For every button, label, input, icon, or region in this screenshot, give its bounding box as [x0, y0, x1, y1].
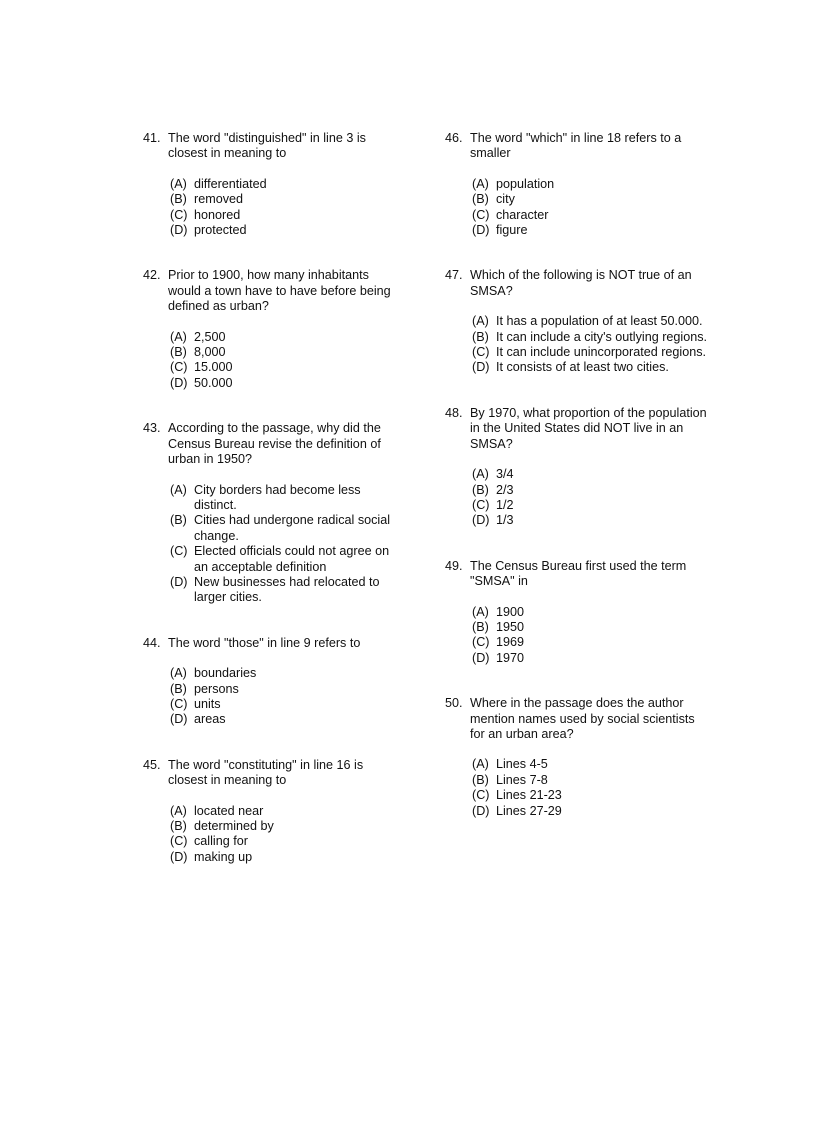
option-letter: (D)	[472, 360, 490, 375]
option-text: 2,500	[194, 329, 226, 344]
answer-option	[472, 757, 707, 772]
option-letter: (D)	[170, 375, 188, 390]
answer-option	[472, 483, 707, 498]
option-letter: (B)	[170, 345, 187, 360]
answer-option	[170, 330, 405, 345]
option-letter: (A)	[472, 757, 489, 772]
answer-option	[472, 620, 707, 635]
answer-option	[170, 345, 405, 360]
answer-option	[472, 513, 707, 528]
answer-option	[170, 666, 405, 681]
answer-option	[170, 177, 405, 192]
answer-option	[472, 360, 707, 375]
option-text: 8,000	[194, 345, 226, 360]
option-text: City borders had become less distinct.	[194, 482, 361, 512]
option-letter: (A)	[170, 803, 187, 818]
question-42	[143, 268, 405, 391]
answer-option	[170, 544, 405, 575]
answer-option	[170, 513, 405, 544]
option-text: persons	[194, 681, 239, 696]
answer-option	[472, 635, 707, 650]
question-44	[143, 636, 405, 728]
option-text: 3/4	[496, 467, 514, 482]
answer-options	[470, 314, 707, 376]
option-text: population	[496, 176, 555, 191]
option-letter: (B)	[472, 619, 489, 634]
question-45	[143, 758, 405, 865]
option-text: differentiated	[194, 176, 267, 191]
answer-option	[472, 651, 707, 666]
answer-option	[170, 697, 405, 712]
answer-option	[472, 467, 707, 482]
option-text: Cities had undergone radical social change.	[194, 513, 391, 543]
option-text: 1950	[496, 619, 525, 634]
question-50	[445, 696, 707, 819]
option-text: It can include a city's outlying regions.	[496, 329, 708, 344]
question-number: 42.	[143, 268, 161, 283]
answer-options	[168, 330, 405, 392]
option-letter: (D)	[170, 574, 188, 589]
option-letter: (B)	[170, 819, 187, 833]
answer-option	[170, 804, 405, 819]
question-stem: By 1970, what proportion of the population in the United States did NOT live in an SMSA?	[470, 405, 707, 451]
answer-option	[170, 223, 405, 238]
question-46	[445, 131, 707, 238]
option-text: 1969	[496, 635, 525, 650]
answer-option	[472, 788, 707, 803]
option-letter: (A)	[170, 176, 187, 191]
answer-option	[472, 330, 707, 345]
option-text: 15.000	[194, 360, 233, 375]
option-text: 1/3	[496, 513, 514, 528]
question-stem: Prior to 1900, how many inhabitants would a town have to have before being defined as urban?	[168, 268, 391, 314]
question-stem: The word "distinguished" in line 3 is closest in meaning to	[168, 131, 366, 161]
option-letter: (C)	[170, 360, 188, 375]
question-number: 47.	[445, 268, 463, 283]
option-text: 50.000	[194, 375, 233, 390]
question-stem: According to the passage, why did the Census Bureau revise the definition of urban in 1950?	[168, 421, 381, 467]
question-stem: The Census Bureau first used the term "SMSA" in	[470, 558, 687, 589]
answer-option	[472, 498, 707, 513]
option-letter: (C)	[170, 544, 188, 559]
option-letter: (B)	[472, 192, 489, 207]
option-letter: (A)	[170, 666, 187, 681]
question-47	[445, 268, 707, 375]
option-letter: (A)	[170, 329, 187, 344]
question-number: 49.	[445, 558, 463, 573]
option-text: figure	[496, 223, 528, 238]
option-letter: (D)	[472, 650, 490, 665]
question-stem: Where in the passage does the author mention names used by social scientists for an urban area?	[470, 696, 695, 741]
answer-options	[470, 605, 707, 667]
answer-option	[472, 773, 707, 788]
answer-option	[472, 605, 707, 620]
option-letter: (C)	[472, 635, 490, 650]
option-text: protected	[194, 223, 247, 238]
answer-option	[170, 850, 405, 865]
option-letter: (B)	[170, 513, 187, 528]
option-text: determined by	[194, 819, 274, 833]
option-letter: (B)	[170, 681, 187, 696]
option-text: honored	[194, 207, 241, 222]
answer-option	[170, 819, 405, 834]
question-number: 46.	[445, 131, 463, 145]
answer-option	[170, 834, 405, 849]
option-letter: (B)	[472, 329, 489, 344]
left-column	[143, 131, 405, 865]
option-text: city	[496, 192, 515, 207]
answer-options	[168, 804, 405, 866]
option-letter: (D)	[170, 223, 188, 238]
option-letter: (D)	[170, 849, 188, 864]
option-text: areas	[194, 712, 226, 727]
option-text: Lines 27-29	[496, 803, 562, 818]
option-text: Lines 4-5	[496, 757, 548, 772]
question-number: 50.	[445, 696, 463, 711]
answer-option	[472, 208, 707, 223]
right-column	[445, 131, 707, 819]
answer-options	[470, 467, 707, 529]
answer-options	[168, 483, 405, 606]
option-text: 1970	[496, 650, 525, 665]
question-number: 45.	[143, 757, 161, 772]
option-letter: (C)	[472, 345, 490, 360]
option-letter: (A)	[472, 176, 489, 191]
question-number: 41.	[143, 131, 161, 145]
option-text: making up	[194, 849, 253, 864]
answer-options	[168, 177, 405, 239]
question-stem: Which of the following is NOT true of an SMSA?	[470, 268, 692, 298]
answer-option	[170, 376, 405, 391]
answer-option	[170, 682, 405, 697]
answer-option	[170, 712, 405, 727]
question-48	[445, 406, 707, 529]
answer-option	[472, 804, 707, 819]
option-text: It has a population of at least 50.000.	[496, 314, 703, 329]
option-text: New businesses had relocated to larger cities.	[194, 574, 380, 605]
answer-option	[472, 345, 707, 360]
option-text: It can include unincorporated regions.	[496, 345, 707, 360]
option-letter: (B)	[472, 482, 489, 497]
answer-option	[170, 208, 405, 223]
option-letter: (A)	[472, 314, 489, 329]
question-stem: The word "constituting" in line 16 is closest in meaning to	[168, 757, 364, 788]
option-text: Lines 7-8	[496, 772, 548, 787]
answer-option	[472, 314, 707, 329]
answer-options	[470, 177, 707, 239]
option-text: located near	[194, 803, 264, 818]
answer-option	[472, 192, 707, 207]
question-stem: The word "which" in line 18 refers to a smaller	[470, 131, 682, 161]
option-text: removed	[194, 192, 243, 207]
answer-option	[170, 575, 405, 606]
option-text: units	[194, 696, 221, 711]
option-letter: (B)	[472, 772, 489, 787]
question-43	[143, 421, 405, 605]
option-text: calling for	[194, 834, 248, 849]
answer-option	[170, 483, 405, 514]
option-letter: (C)	[170, 207, 188, 222]
option-letter: (D)	[472, 513, 490, 528]
option-text: Lines 21-23	[496, 788, 562, 803]
answer-option	[170, 360, 405, 375]
question-41	[143, 131, 405, 238]
option-letter: (A)	[472, 467, 489, 482]
option-text: 2/3	[496, 482, 514, 497]
option-text: Elected officials could not agree on an acceptable definition	[194, 544, 390, 574]
answer-options	[470, 757, 707, 819]
option-letter: (C)	[170, 696, 188, 711]
question-49	[445, 559, 707, 666]
option-letter: (C)	[472, 207, 490, 222]
question-number: 43.	[143, 421, 161, 436]
option-letter: (C)	[170, 834, 188, 849]
answer-option	[472, 177, 707, 192]
option-text: character	[496, 207, 549, 222]
option-letter: (D)	[170, 712, 188, 727]
option-letter: (A)	[170, 482, 187, 497]
option-letter: (B)	[170, 192, 187, 207]
question-number: 44.	[143, 635, 161, 650]
option-text: It consists of at least two cities.	[496, 360, 669, 375]
option-letter: (A)	[472, 604, 489, 619]
option-letter: (C)	[472, 497, 490, 512]
option-letter: (D)	[472, 223, 490, 238]
question-number: 48.	[445, 405, 463, 420]
option-text: boundaries	[194, 666, 257, 681]
answer-option	[472, 223, 707, 238]
answer-options	[168, 666, 405, 728]
option-text: 1/2	[496, 497, 514, 512]
option-text: 1900	[496, 604, 525, 619]
option-letter: (D)	[472, 803, 490, 818]
option-letter: (C)	[472, 788, 490, 803]
answer-option	[170, 192, 405, 207]
question-stem: The word "those" in line 9 refers to	[168, 635, 361, 650]
